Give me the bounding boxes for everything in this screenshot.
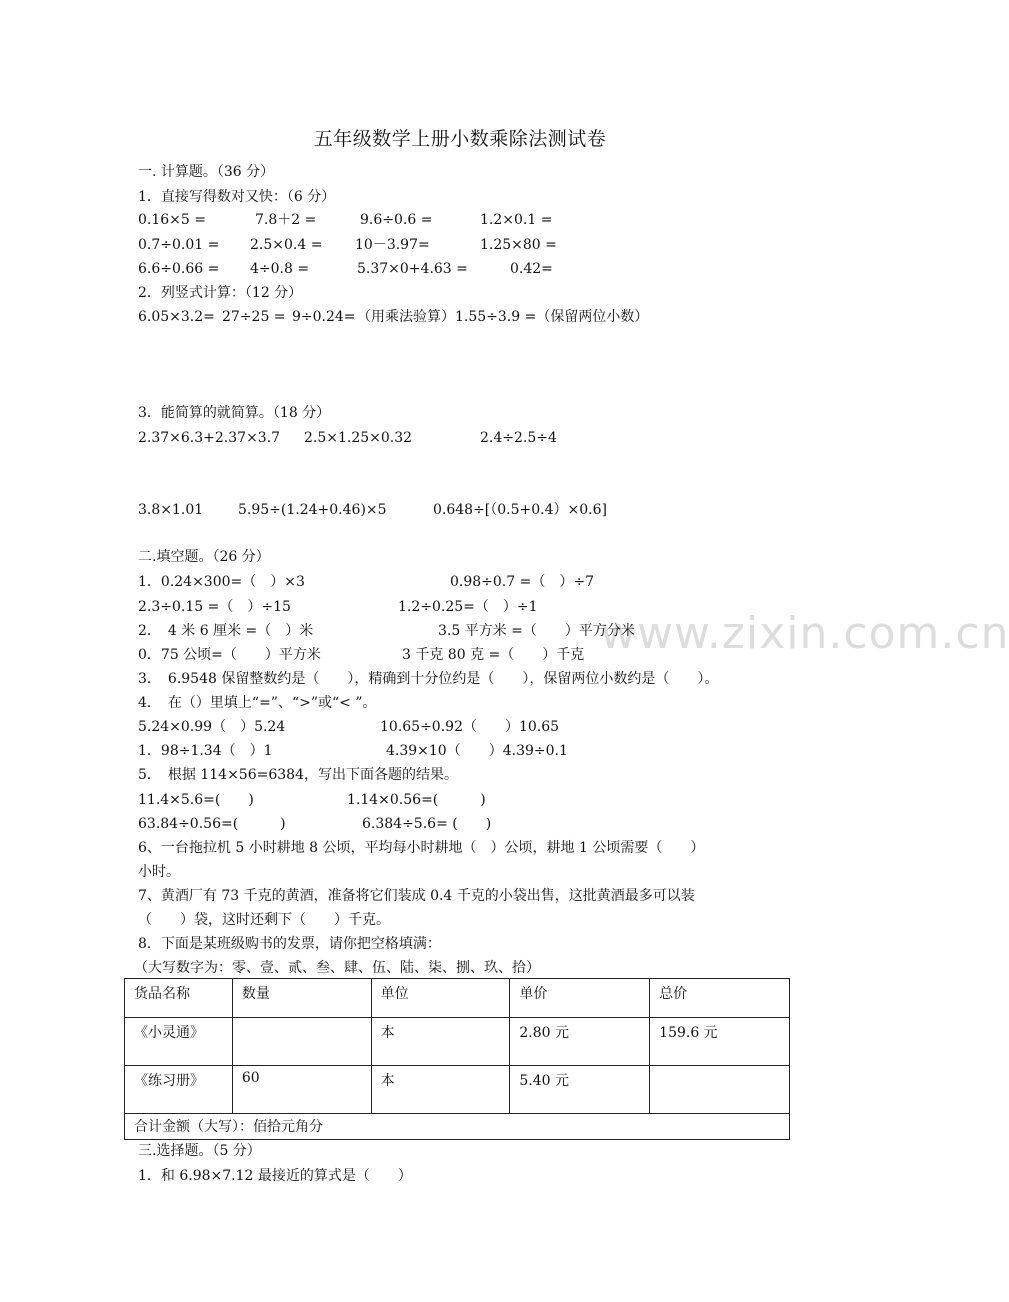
q1-item: 2.5×0.4 = xyxy=(250,237,323,253)
table-cell xyxy=(650,1066,790,1114)
fill-item: 0.98÷0.7 =（ ）÷7 xyxy=(450,574,594,590)
table-header-cell: 单位 xyxy=(371,979,510,1018)
q1-item: 10－3.97= xyxy=(355,237,430,253)
q1-item: 1.25×80 = xyxy=(480,237,557,253)
fill-item: 1．0.24×300=（ ）×3 xyxy=(138,574,305,590)
q1-item: 0.7÷0.01 = xyxy=(138,237,220,253)
total-amount-cell: 合计金额（大写）：佰拾元角分 xyxy=(125,1114,790,1140)
table-header-cell: 总价 xyxy=(650,979,790,1018)
fill-item: 63.84÷0.56=( ) xyxy=(138,816,286,832)
q2-title: 2．列竖式计算：（12 分） xyxy=(138,285,303,301)
fill-item: （大写数字为：零、壹、贰、叁、肆、伍、陆、柒、捌、玖、拾） xyxy=(134,960,540,976)
fill-item: 10.65÷0.92（ ）10.65 xyxy=(380,719,560,735)
table-cell xyxy=(232,1018,371,1066)
table-cell: 本 xyxy=(371,1066,510,1114)
q3-title: 3．能简算的就简算。（18 分） xyxy=(138,405,331,421)
q2-item: （用乘法验算）1.55÷3.9 =（保留两位小数） xyxy=(357,309,649,325)
q3-item: 0.648÷[（0.5+0.4）×0.6] xyxy=(433,502,607,518)
table-cell: 《练习册》 xyxy=(125,1066,233,1114)
q3-item: 3.8×1.01 xyxy=(138,502,204,518)
q1-item: 9.6÷0.6 = xyxy=(360,212,433,228)
choice-item: 1．和 6.98×7.12 最接近的算式是（ ） xyxy=(138,1168,412,1184)
table-cell: 5.40 元 xyxy=(510,1066,650,1114)
fill-item: 4． 在（）里填上“=”、“>”或“< ”。 xyxy=(138,695,377,711)
fill-item: 5.24×0.99（ ）5.24 xyxy=(138,719,286,735)
fill-item: 2.3÷0.15 =（ ）÷15 xyxy=(138,599,291,615)
section-1-heading: 一. 计算题。（36 分） xyxy=(138,164,275,180)
table-row xyxy=(125,1018,790,1066)
q1-item: 6.6÷0.66 = xyxy=(138,261,220,277)
fill-item: 6、一台拖拉机 5 小时耕地 8 公顷，平均每小时耕地（ ）公顷，耕地 1 公顷需要（ ） xyxy=(138,840,705,856)
table-cell: 60 xyxy=(232,1066,371,1114)
q3-item: 2.4÷2.5÷4 xyxy=(480,430,557,446)
table-cell: 2.80 元 xyxy=(510,1018,650,1066)
table-header-cell: 单价 xyxy=(510,979,650,1018)
fill-item: 3． 6.9548 保留整数约是（ ），精确到十分位约是（ ），保留两位小数约是（ ）。 xyxy=(138,671,719,687)
q1-item: 7.8＋2 = xyxy=(255,212,317,228)
page-title: 五年级数学上册小数乘除法测试卷 xyxy=(313,128,607,150)
q1-title: 1．直接写得数对又快：（6 分） xyxy=(138,189,336,205)
table-row xyxy=(125,1066,790,1114)
fill-item: 3 千克 80 克 =（ ）千克 xyxy=(402,647,585,663)
section-3-heading: 三.选择题。（5 分） xyxy=(138,1143,261,1159)
table-header-row xyxy=(125,979,790,1018)
table-cell: 《小灵通》 xyxy=(125,1018,233,1066)
q1-item: 5.37×0+4.63 = xyxy=(357,261,468,277)
fill-item: （ ）袋，这时还剩下（ ）千克。 xyxy=(138,912,390,928)
table-cell: 159.6 元 xyxy=(650,1018,790,1066)
table-header-cell: 数量 xyxy=(232,979,371,1018)
table-header-cell: 货品名称 xyxy=(125,979,233,1018)
q2-item: 9÷0.24= xyxy=(292,309,356,325)
q1-item: 0.16×5 = xyxy=(138,212,206,228)
fill-item: 7、黄酒厂有 73 千克的黄酒，准备将它们装成 0.4 千克的小袋出售，这批黄酒最多可以装 xyxy=(138,888,695,904)
fill-item: 2． 4 米 6 厘米 =（ ）米 xyxy=(138,623,314,639)
fill-item: 8．下面是某班级购书的发票，请你把空格填满： xyxy=(138,936,441,952)
invoice-table xyxy=(124,978,790,1140)
table-total-row xyxy=(125,1114,790,1140)
fill-item: 小时。 xyxy=(138,864,180,880)
q3-item: 5.95÷(1.24+0.46)×5 xyxy=(238,502,387,518)
fill-item: 3.5 平方米 =（ ）平方分米 xyxy=(438,623,635,639)
q3-item: 2.5×1.25×0.32 xyxy=(304,430,413,446)
watermark: www.zixin.com.cn xyxy=(600,608,1009,659)
fill-item: 1．98÷1.34（ ）1 xyxy=(138,743,273,759)
q3-item: 2.37×6.3+2.37×3.7 xyxy=(138,430,281,446)
fill-item: 4.39×10（ ）4.39÷0.1 xyxy=(386,743,568,759)
q2-item: 6.05×3.2= xyxy=(138,309,215,325)
fill-item: 6.384÷5.6= ( ) xyxy=(362,816,492,832)
fill-item: 1.2÷0.25=（ ）÷1 xyxy=(398,599,538,615)
fill-item: 0．75 公顷=（ ）平方米 xyxy=(138,647,321,663)
table-cell: 本 xyxy=(371,1018,510,1066)
fill-item: 5． 根据 114×56=6384，写出下面各题的结果。 xyxy=(138,767,458,783)
fill-item: 11.4×5.6=( ) xyxy=(138,792,254,808)
section-2-heading: 二.填空题。（26 分） xyxy=(138,549,270,565)
q1-item: 1.2×0.1 = xyxy=(480,212,553,228)
fill-item: 1.14×0.56=( ) xyxy=(347,792,486,808)
q2-item: 27÷25 = xyxy=(222,309,286,325)
q1-item: 0.42= xyxy=(510,261,553,277)
q1-item: 4÷0.8 = xyxy=(250,261,310,277)
